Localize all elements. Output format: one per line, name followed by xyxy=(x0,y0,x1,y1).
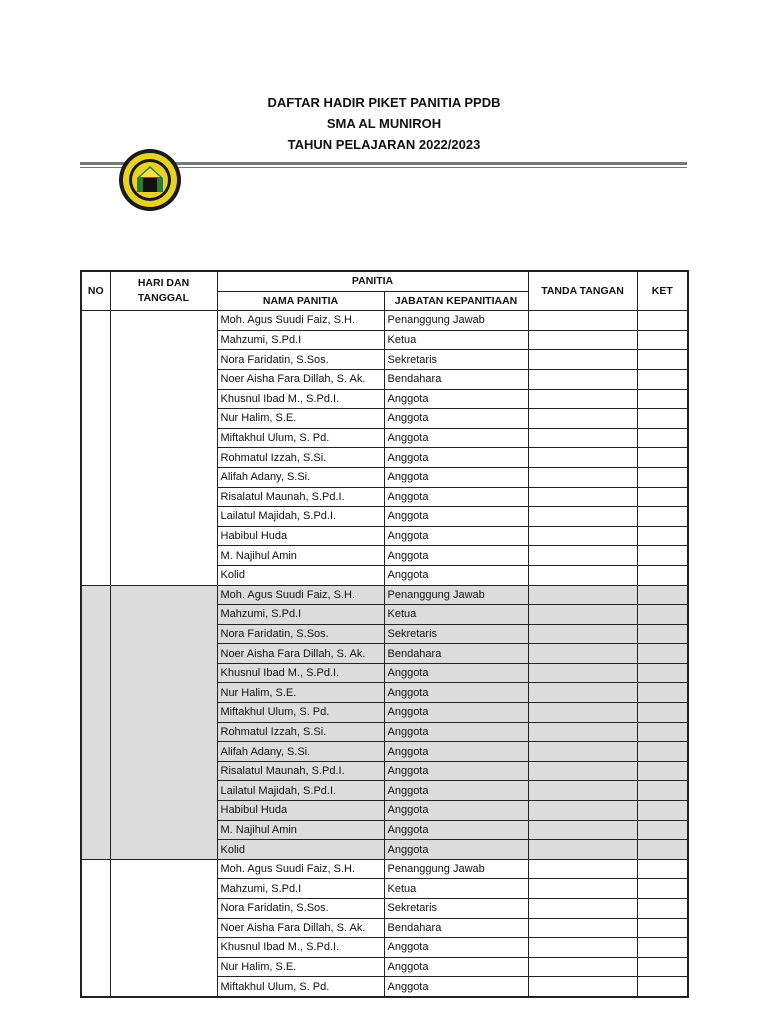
cell-tanda-tangan xyxy=(528,683,637,703)
cell-nama-panitia: M. Najihul Amin xyxy=(217,820,384,840)
cell-jabatan: Anggota xyxy=(384,820,528,840)
cell-jabatan: Anggota xyxy=(384,389,528,409)
cell-jabatan: Anggota xyxy=(384,938,528,958)
cell-tanda-tangan xyxy=(528,409,637,429)
cell-nama-panitia: Mahzumi, S.Pd.I xyxy=(217,879,384,899)
cell-ket xyxy=(637,781,688,801)
cell-nama-panitia: Habibul Huda xyxy=(217,801,384,821)
cell-tanda-tangan xyxy=(528,801,637,821)
cell-jabatan: Anggota xyxy=(384,663,528,683)
cell-ket xyxy=(637,487,688,507)
cell-tanda-tangan xyxy=(528,644,637,664)
cell-jabatan: Sekretaris xyxy=(384,624,528,644)
cell-jabatan: Bendahara xyxy=(384,918,528,938)
cell-no xyxy=(81,859,110,997)
cell-jabatan: Penanggung Jawab xyxy=(384,859,528,879)
cell-tanda-tangan xyxy=(528,565,637,585)
cell-ket xyxy=(637,546,688,566)
header-ket: KET xyxy=(637,271,688,311)
cell-ket xyxy=(637,350,688,370)
cell-tanda-tangan xyxy=(528,428,637,448)
header-hari-tanggal: HARI DAN TANGGAL xyxy=(110,271,217,311)
school-emblem-icon xyxy=(118,148,182,212)
cell-ket xyxy=(637,624,688,644)
cell-nama-panitia: Kolid xyxy=(217,840,384,860)
header-panitia: PANITIA xyxy=(217,271,528,291)
cell-tanda-tangan xyxy=(528,389,637,409)
cell-ket xyxy=(637,918,688,938)
cell-nama-panitia: Noer Aisha Fara Dillah, S. Ak. xyxy=(217,918,384,938)
cell-nama-panitia: Nora Faridatin, S.Sos. xyxy=(217,350,384,370)
cell-jabatan: Bendahara xyxy=(384,644,528,664)
cell-jabatan: Sekretaris xyxy=(384,899,528,919)
cell-nama-panitia: Khusnul Ibad M., S.Pd.I. xyxy=(217,389,384,409)
cell-jabatan: Anggota xyxy=(384,467,528,487)
cell-jabatan: Anggota xyxy=(384,703,528,723)
cell-nama-panitia: Miftakhul Ulum, S. Pd. xyxy=(217,977,384,997)
cell-tanda-tangan xyxy=(528,879,637,899)
cell-tanda-tangan xyxy=(528,820,637,840)
header-jabatan: JABATAN KEPANITIAAN xyxy=(384,291,528,311)
cell-jabatan: Penanggung Jawab xyxy=(384,311,528,331)
cell-nama-panitia: Lailatul Majidah, S.Pd.I. xyxy=(217,781,384,801)
cell-tanda-tangan xyxy=(528,330,637,350)
cell-jabatan: Anggota xyxy=(384,507,528,527)
cell-nama-panitia: Nora Faridatin, S.Sos. xyxy=(217,624,384,644)
cell-jabatan: Anggota xyxy=(384,977,528,997)
cell-jabatan: Sekretaris xyxy=(384,350,528,370)
school-name: SMA AL MUNIROH xyxy=(326,116,442,131)
cell-jabatan: Anggota xyxy=(384,546,528,566)
cell-nama-panitia: M. Najihul Amin xyxy=(217,546,384,566)
cell-tanda-tangan xyxy=(528,703,637,723)
cell-jabatan: Anggota xyxy=(384,722,528,742)
cell-nama-panitia: Nur Halim, S.E. xyxy=(217,409,384,429)
cell-jabatan: Anggota xyxy=(384,761,528,781)
cell-nama-panitia: Moh. Agus Suudi Faiz, S.H. xyxy=(217,859,384,879)
cell-tanda-tangan xyxy=(528,507,637,527)
cell-ket xyxy=(637,526,688,546)
cell-hari-tanggal xyxy=(110,311,217,585)
cell-nama-panitia: Nora Faridatin, S.Sos. xyxy=(217,899,384,919)
cell-ket xyxy=(637,683,688,703)
cell-ket xyxy=(637,409,688,429)
cell-nama-panitia: Khusnul Ibad M., S.Pd.I. xyxy=(217,938,384,958)
cell-nama-panitia: Habibul Huda xyxy=(217,526,384,546)
cell-nama-panitia: Moh. Agus Suudi Faiz, S.H. xyxy=(217,585,384,605)
cell-ket xyxy=(637,605,688,625)
cell-tanda-tangan xyxy=(528,663,637,683)
cell-no xyxy=(81,311,110,585)
table-row xyxy=(81,859,688,879)
cell-tanda-tangan xyxy=(528,448,637,468)
cell-ket xyxy=(637,957,688,977)
cell-jabatan: Anggota xyxy=(384,801,528,821)
cell-tanda-tangan xyxy=(528,761,637,781)
cell-hari-tanggal xyxy=(110,585,217,859)
cell-jabatan: Anggota xyxy=(384,565,528,585)
cell-tanda-tangan xyxy=(528,899,637,919)
cell-jabatan: Ketua xyxy=(384,605,528,625)
cell-jabatan: Bendahara xyxy=(384,369,528,389)
cell-ket xyxy=(637,977,688,997)
cell-jabatan: Ketua xyxy=(384,879,528,899)
cell-tanda-tangan xyxy=(528,742,637,762)
cell-nama-panitia: Nur Halim, S.E. xyxy=(217,683,384,703)
cell-ket xyxy=(637,330,688,350)
cell-tanda-tangan xyxy=(528,487,637,507)
cell-ket xyxy=(637,565,688,585)
cell-jabatan: Ketua xyxy=(384,330,528,350)
cell-ket xyxy=(637,840,688,860)
cell-tanda-tangan xyxy=(528,840,637,860)
cell-nama-panitia: Miftakhul Ulum, S. Pd. xyxy=(217,703,384,723)
cell-ket xyxy=(637,663,688,683)
cell-hari-tanggal xyxy=(110,859,217,997)
cell-jabatan: Anggota xyxy=(384,957,528,977)
cell-nama-panitia: Rohmatul Izzah, S.Si. xyxy=(217,448,384,468)
cell-ket xyxy=(637,467,688,487)
cell-tanda-tangan xyxy=(528,977,637,997)
cell-tanda-tangan xyxy=(528,526,637,546)
header-nama-panitia: NAMA PANITIA xyxy=(217,291,384,311)
cell-tanda-tangan xyxy=(528,918,637,938)
cell-jabatan: Anggota xyxy=(384,526,528,546)
cell-ket xyxy=(637,703,688,723)
cell-jabatan: Anggota xyxy=(384,683,528,703)
cell-ket xyxy=(637,761,688,781)
table-row xyxy=(81,585,688,605)
cell-tanda-tangan xyxy=(528,350,637,370)
cell-nama-panitia: Alifah Adany, S.Si. xyxy=(217,467,384,487)
cell-tanda-tangan xyxy=(528,467,637,487)
cell-nama-panitia: Risalatul Maunah, S.Pd.I. xyxy=(217,487,384,507)
cell-tanda-tangan xyxy=(528,369,637,389)
cell-tanda-tangan xyxy=(528,624,637,644)
cell-jabatan: Anggota xyxy=(384,487,528,507)
attendance-table xyxy=(80,270,689,998)
cell-nama-panitia: Alifah Adany, S.Si. xyxy=(217,742,384,762)
cell-tanda-tangan xyxy=(528,859,637,879)
cell-nama-panitia: Rohmatul Izzah, S.Si. xyxy=(217,722,384,742)
cell-nama-panitia: Nur Halim, S.E. xyxy=(217,957,384,977)
academic-year: TAHUN PELAJARAN 2022/2023 xyxy=(287,137,481,152)
cell-ket xyxy=(637,311,688,331)
cell-tanda-tangan xyxy=(528,311,637,331)
cell-nama-panitia: Kolid xyxy=(217,565,384,585)
cell-ket xyxy=(637,938,688,958)
cell-nama-panitia: Mahzumi, S.Pd.I xyxy=(217,605,384,625)
cell-ket xyxy=(637,722,688,742)
cell-nama-panitia: Lailatul Majidah, S.Pd.I. xyxy=(217,507,384,527)
cell-jabatan: Penanggung Jawab xyxy=(384,585,528,605)
cell-ket xyxy=(637,369,688,389)
cell-nama-panitia: Mahzumi, S.Pd.I xyxy=(217,330,384,350)
header-no: NO xyxy=(81,271,110,311)
cell-ket xyxy=(637,448,688,468)
cell-jabatan: Anggota xyxy=(384,840,528,860)
document-title: DAFTAR HADIR PIKET PANITIA PPDB xyxy=(267,95,501,110)
cell-ket xyxy=(637,742,688,762)
cell-tanda-tangan xyxy=(528,781,637,801)
cell-nama-panitia: Risalatul Maunah, S.Pd.I. xyxy=(217,761,384,781)
cell-nama-panitia: Moh. Agus Suudi Faiz, S.H. xyxy=(217,311,384,331)
cell-ket xyxy=(637,507,688,527)
cell-jabatan: Anggota xyxy=(384,409,528,429)
cell-nama-panitia: Noer Aisha Fara Dillah, S. Ak. xyxy=(217,369,384,389)
cell-no xyxy=(81,585,110,859)
table-row xyxy=(81,311,688,331)
header-tanda-tangan: TANDA TANGAN xyxy=(528,271,637,311)
cell-tanda-tangan xyxy=(528,938,637,958)
cell-tanda-tangan xyxy=(528,585,637,605)
cell-tanda-tangan xyxy=(528,546,637,566)
cell-ket xyxy=(637,644,688,664)
cell-ket xyxy=(637,801,688,821)
cell-ket xyxy=(637,879,688,899)
cell-nama-panitia: Khusnul Ibad M., S.Pd.I. xyxy=(217,663,384,683)
cell-ket xyxy=(637,820,688,840)
cell-jabatan: Anggota xyxy=(384,742,528,762)
cell-ket xyxy=(637,389,688,409)
cell-jabatan: Anggota xyxy=(384,448,528,468)
cell-tanda-tangan xyxy=(528,957,637,977)
cell-ket xyxy=(637,585,688,605)
cell-jabatan: Anggota xyxy=(384,781,528,801)
cell-nama-panitia: Miftakhul Ulum, S. Pd. xyxy=(217,428,384,448)
cell-ket xyxy=(637,428,688,448)
cell-jabatan: Anggota xyxy=(384,428,528,448)
cell-tanda-tangan xyxy=(528,605,637,625)
cell-ket xyxy=(637,859,688,879)
cell-nama-panitia: Noer Aisha Fara Dillah, S. Ak. xyxy=(217,644,384,664)
cell-tanda-tangan xyxy=(528,722,637,742)
cell-ket xyxy=(637,899,688,919)
